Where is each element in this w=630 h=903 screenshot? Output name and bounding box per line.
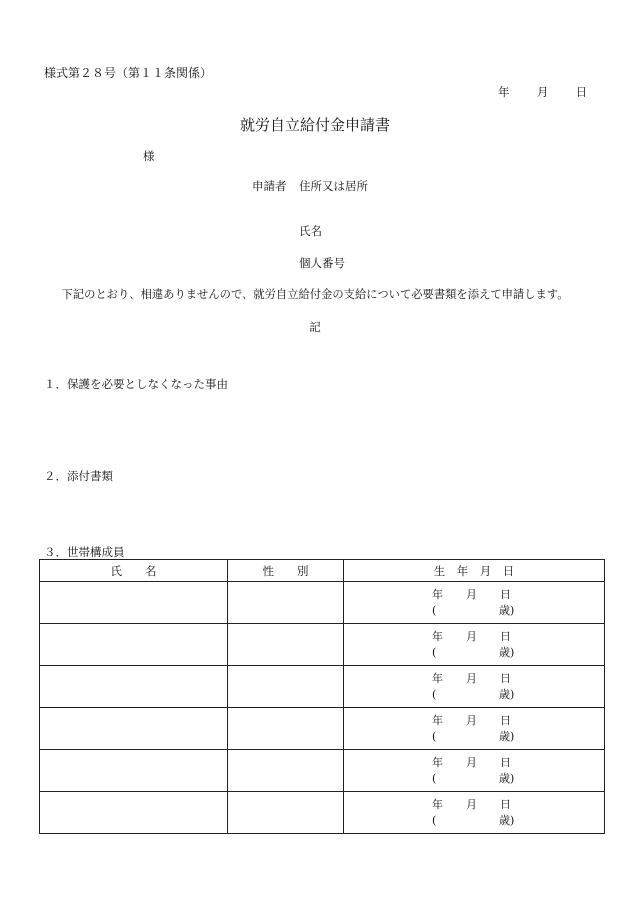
page-title: 就労自立給付金申請書: [239, 116, 390, 134]
member-sex-cell[interactable]: [228, 666, 344, 708]
age-suffix: 歳): [499, 688, 515, 701]
addressee-suffix: 様: [143, 149, 155, 163]
table-row: [40, 792, 605, 834]
ki-heading: 記: [309, 320, 321, 334]
birth-month: 月: [466, 756, 477, 769]
birth-year: 年: [432, 798, 443, 811]
birth-day: 日: [500, 798, 511, 811]
member-sex-cell[interactable]: [228, 624, 344, 666]
birth-month: 月: [466, 798, 477, 811]
member-birth-cell[interactable]: [344, 666, 605, 708]
header-name: 氏 名: [40, 560, 228, 582]
member-name-cell[interactable]: [40, 666, 228, 708]
age-open-paren: (: [432, 772, 437, 785]
date-month: 月: [536, 85, 549, 99]
table-row: [40, 666, 605, 708]
age-suffix: 歳): [499, 814, 515, 827]
birth-day: 日: [500, 714, 511, 727]
table-row: [40, 624, 605, 666]
birth-day: 日: [500, 672, 511, 685]
household-members-table: [39, 559, 605, 834]
member-birth-cell[interactable]: [344, 750, 605, 792]
birth-month: 月: [466, 672, 477, 685]
age-open-paren: (: [432, 604, 437, 617]
section-documents-heading: ２．添付書類: [44, 469, 113, 483]
member-sex-cell[interactable]: [228, 792, 344, 834]
birth-day: 日: [500, 756, 511, 769]
age-suffix: 歳): [499, 730, 515, 743]
table-header-row: [40, 560, 605, 582]
address-label: 住所又は居所: [299, 179, 368, 193]
table-row: [40, 708, 605, 750]
name-label: 氏名: [299, 224, 322, 238]
member-birth-cell[interactable]: [344, 708, 605, 750]
member-name-cell[interactable]: [40, 750, 228, 792]
member-birth-cell[interactable]: [344, 582, 605, 624]
member-name-cell[interactable]: [40, 624, 228, 666]
member-birth-cell[interactable]: [344, 792, 605, 834]
age-open-paren: (: [432, 646, 437, 659]
table-row: [40, 750, 605, 792]
applicant-label: 申請者: [252, 179, 287, 193]
birth-year: 年: [432, 714, 443, 727]
birth-day: 日: [500, 588, 511, 601]
header-sex: 性 別: [228, 560, 344, 582]
my-number-label: 個人番号: [299, 256, 345, 270]
section-household-heading: ３．世帯構成員: [44, 545, 125, 559]
form-number: 様式第２８号（第１１条関係）: [44, 66, 213, 80]
birth-month: 月: [466, 588, 477, 601]
birth-month: 月: [466, 714, 477, 727]
age-open-paren: (: [432, 730, 437, 743]
member-sex-cell[interactable]: [228, 708, 344, 750]
member-sex-cell[interactable]: [228, 582, 344, 624]
member-name-cell[interactable]: [40, 708, 228, 750]
application-statement: 下記のとおり、相違ありませんので、就労自立給付金の支給について必要書類を添えて申請します。: [61, 288, 569, 301]
date-day: 日: [575, 85, 588, 99]
age-suffix: 歳): [499, 772, 515, 785]
member-name-cell[interactable]: [40, 582, 228, 624]
age-open-paren: (: [432, 688, 437, 701]
age-open-paren: (: [432, 814, 437, 827]
date-year: 年: [498, 85, 510, 99]
application-date: [498, 85, 587, 99]
birth-year: 年: [432, 672, 443, 685]
birth-month: 月: [466, 630, 477, 643]
birth-day: 日: [500, 630, 511, 643]
age-suffix: 歳): [499, 646, 515, 659]
age-suffix: 歳): [499, 604, 515, 617]
birth-year: 年: [432, 756, 443, 769]
header-birth: 生 年 月 日: [344, 560, 605, 582]
birth-year: 年: [432, 588, 443, 601]
section-reason-heading: １．保護を必要としなくなった事由: [44, 377, 228, 391]
member-name-cell[interactable]: [40, 792, 228, 834]
table-row: [40, 582, 605, 624]
member-birth-cell[interactable]: [344, 624, 605, 666]
birth-year: 年: [432, 630, 443, 643]
member-sex-cell[interactable]: [228, 750, 344, 792]
